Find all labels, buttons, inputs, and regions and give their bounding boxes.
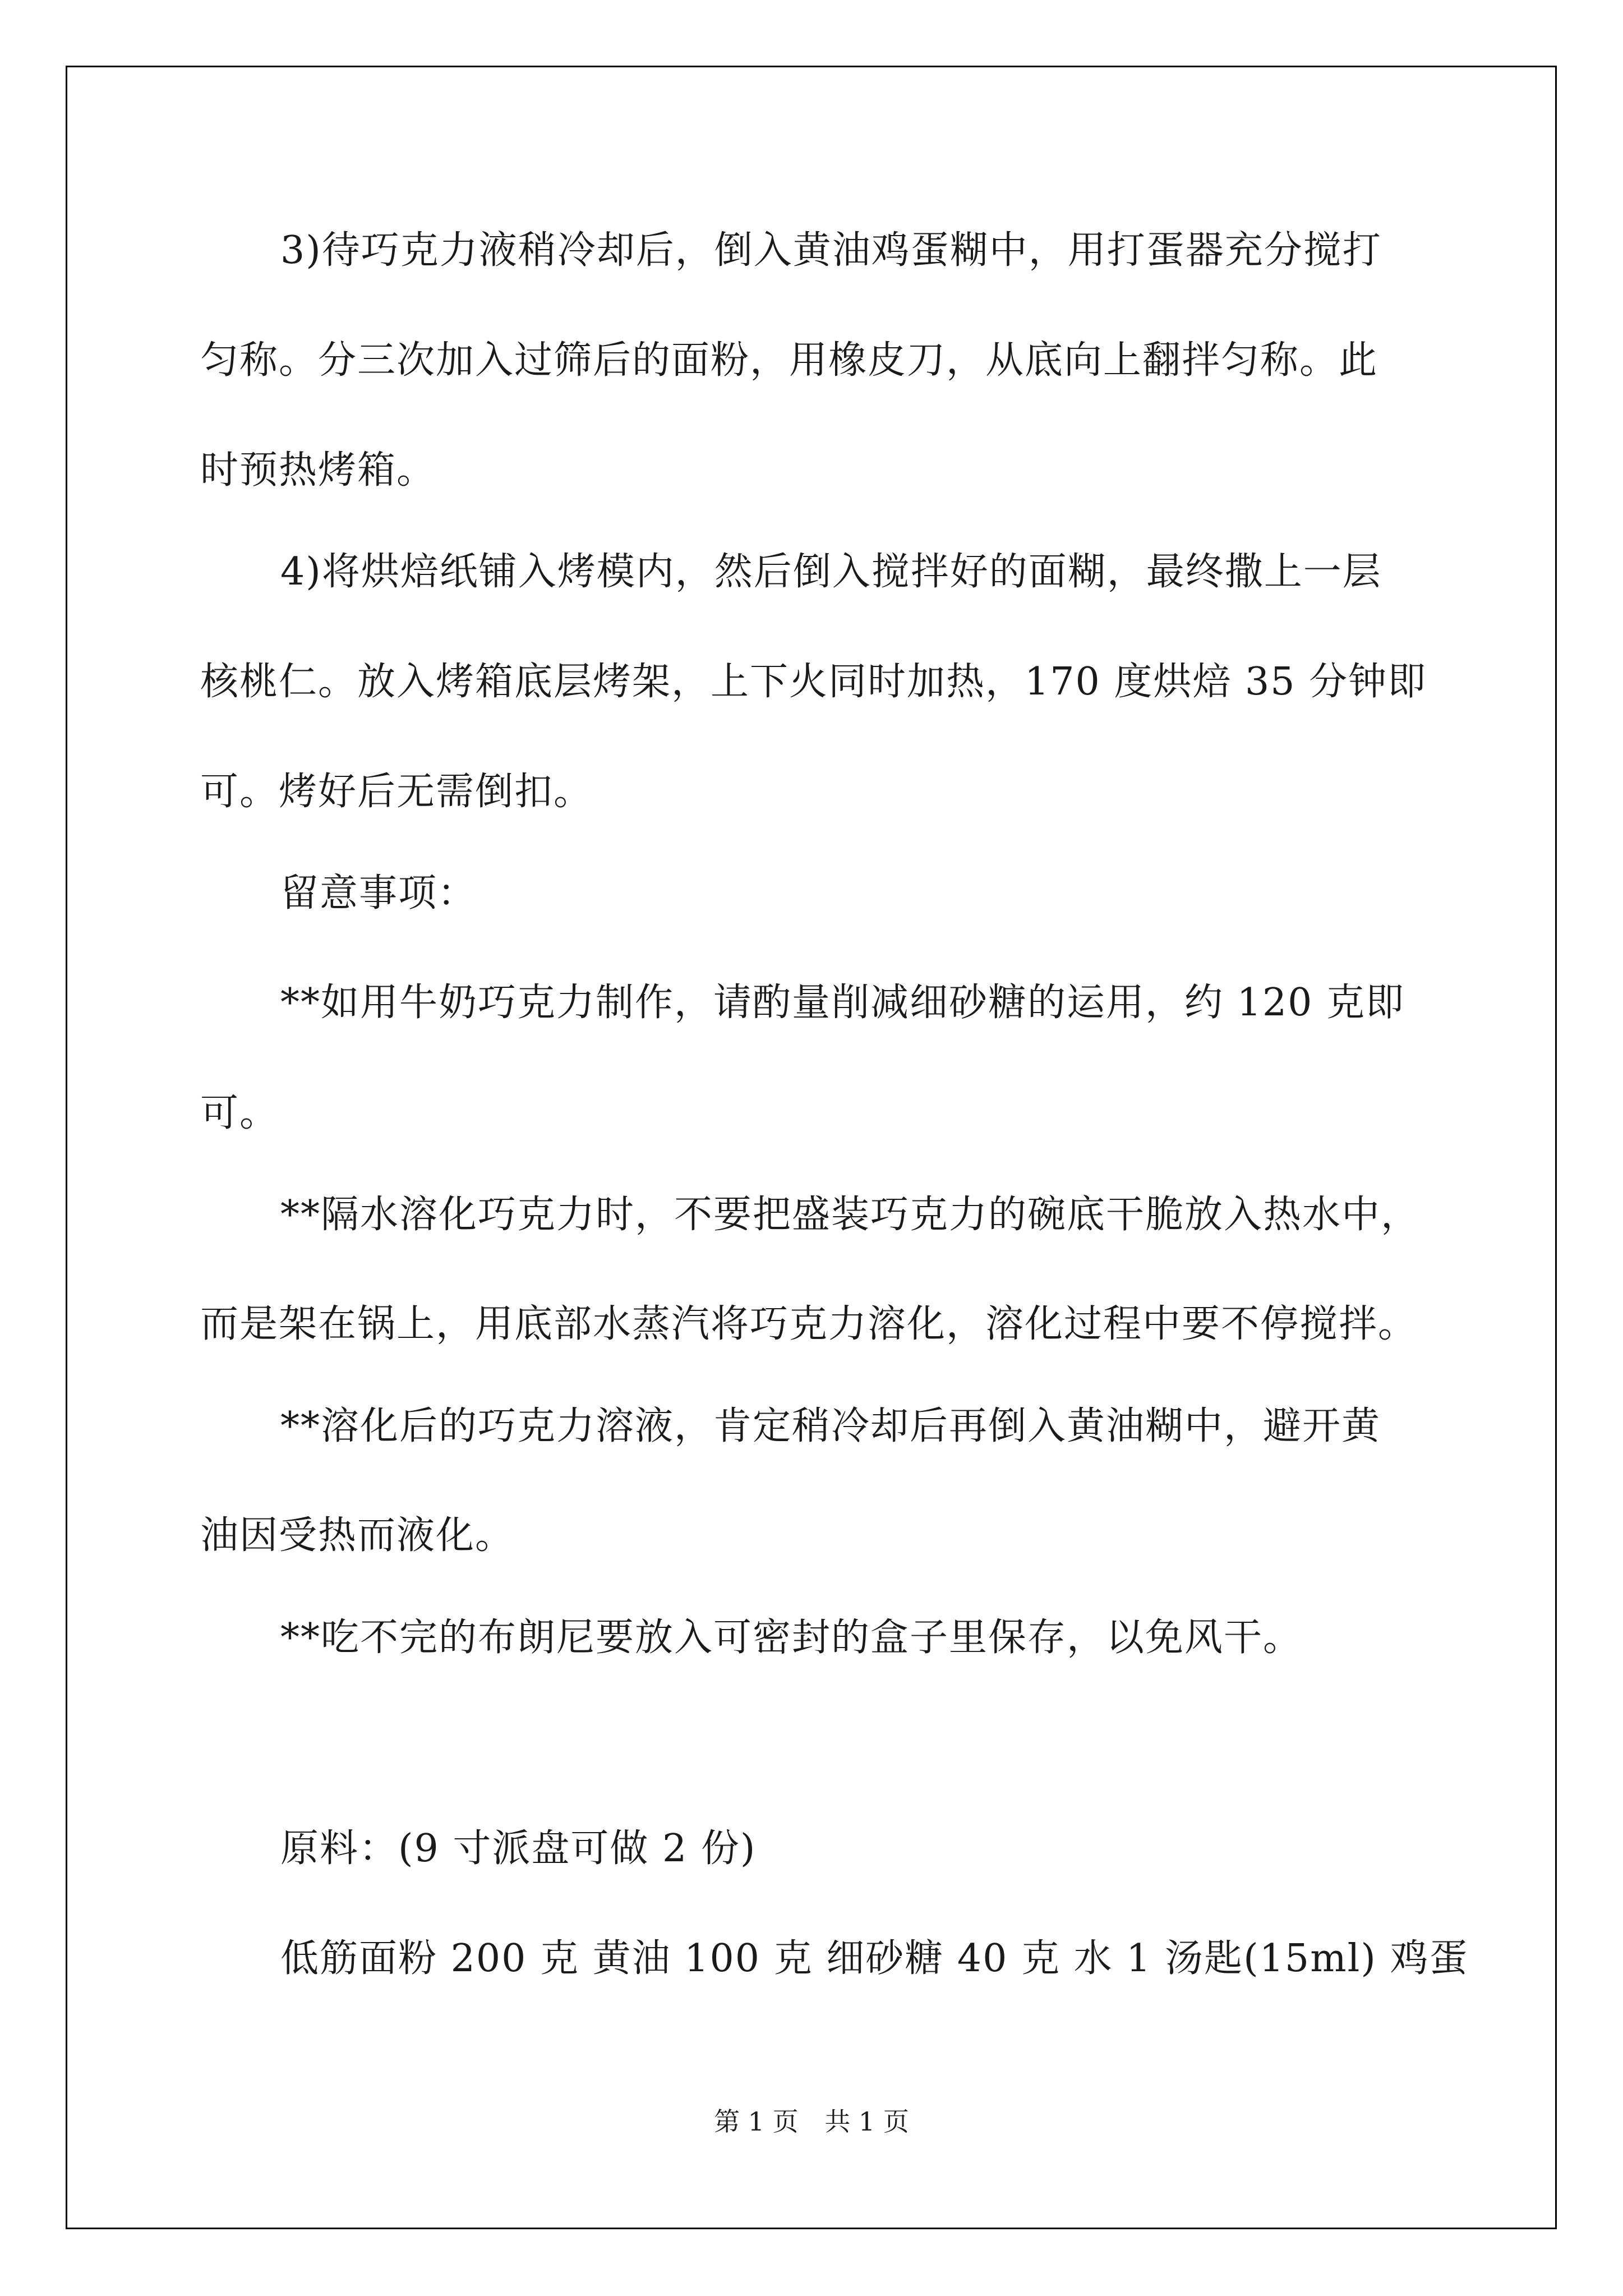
- page-total: 共 1 页: [824, 2106, 909, 2137]
- step3-line-1: 3)待巧克力液稍冷却后，倒入黄油鸡蛋糊中，用打蛋器充分搅打: [280, 228, 1382, 273]
- step4-line-2: 核桃仁。放入烤箱底层烤架，上下火同时加热，170 度烘焙 35 分钟即: [200, 660, 1427, 704]
- step4-line-3: 可。烤好后无需倒扣。: [200, 770, 593, 814]
- note3-line-1: **溶化后的巧克力溶液，肯定稍冷却后再倒入黄油糊中，避开黄: [280, 1404, 1381, 1448]
- note1-line-1: **如用牛奶巧克力制作，请酌量削减细砂糖的运用，约 120 克即: [280, 981, 1405, 1025]
- step4-line-1: 4)将烘焙纸铺入烤模内，然后倒入搅拌好的面糊，最终撒上一层: [280, 550, 1382, 594]
- notes-heading: 留意事项：: [280, 871, 477, 915]
- ingredients-line: 低筋面粉 200 克 黄油 100 克 细砂糖 40 克 水 1 汤匙(15ml) 鸡蛋: [280, 1936, 1469, 1981]
- step3-line-2: 匀称。分三次加入过筛后的面粉，用橡皮刀，从底向上翻拌匀称。此: [200, 338, 1378, 383]
- note1-line-2: 可。: [200, 1091, 279, 1135]
- ingredients-heading: 原料：(9 寸派盘可做 2 份): [280, 1826, 757, 1871]
- step3-line-3: 时预热烤箱。: [200, 448, 436, 493]
- note2-line-1: **隔水溶化巧克力时，不要把盛装巧克力的碗底干脆放入热水中，: [280, 1193, 1421, 1237]
- note2-line-2: 而是架在锅上，用底部水蒸汽将巧克力溶化，溶化过程中要不停搅拌。: [200, 1302, 1418, 1346]
- note3-line-2: 油因受热而液化。: [200, 1513, 515, 1558]
- page-number: 第 1 页: [714, 2106, 799, 2137]
- page-border: [66, 66, 1557, 2229]
- note4-line-1: **吃不完的布朗尼要放入可密封的盒子里保存，以免风干。: [280, 1616, 1303, 1660]
- page-footer: [0, 2105, 1623, 2138]
